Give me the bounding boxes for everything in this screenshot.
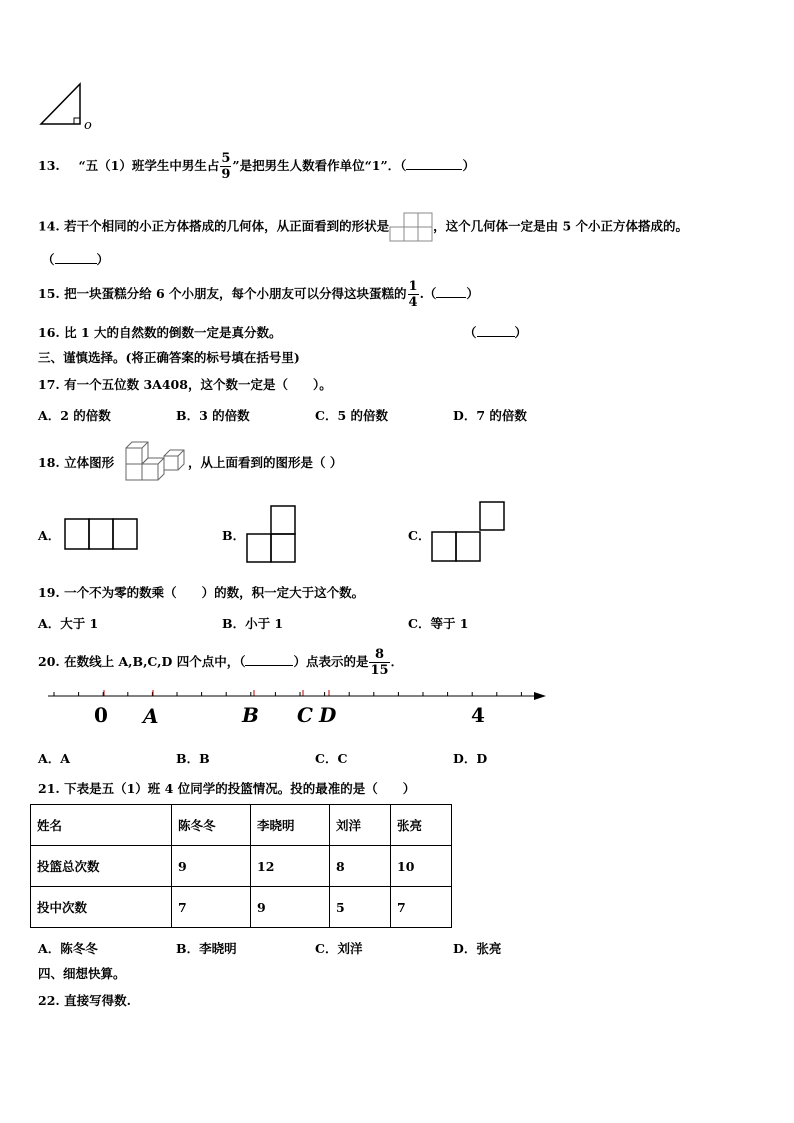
question-15: 15. 把一块蛋糕分给 6 个小朋友，每个小朋友可以分得这块蛋糕的 $\frac{1}{4}$ .（ ） bbox=[38, 279, 479, 310]
table-cell: 投中次数 bbox=[31, 887, 172, 928]
table-cell: 7 bbox=[391, 887, 452, 928]
table-cell: 投篮总次数 bbox=[31, 846, 172, 887]
answer-blank[interactable] bbox=[477, 326, 515, 337]
q20-option-d[interactable]: D．D bbox=[453, 751, 488, 766]
q21-option-a[interactable]: A．陈冬冬 bbox=[38, 941, 98, 956]
table-cell: 8 bbox=[330, 846, 391, 887]
answer-blank[interactable] bbox=[245, 655, 293, 666]
question-18-rest: ，从上面看到的图形是（ ） bbox=[188, 455, 343, 470]
q18-option-c-figure[interactable] bbox=[431, 501, 507, 563]
question-19: 19. 一个不为零的数乘（ ）的数，积一定大于这个数。 bbox=[38, 585, 365, 600]
question-20: 20. 在数线上 A,B,C,D 四个点中，（ ）点表示的是 $\frac{8}{15}$ ． bbox=[38, 647, 404, 678]
q18-option-b[interactable]: B． bbox=[222, 528, 246, 543]
q17-option-b[interactable]: B．3 的倍数 bbox=[176, 408, 250, 423]
answer-blank[interactable] bbox=[406, 159, 462, 170]
q21-option-b[interactable]: B．李晓明 bbox=[176, 941, 237, 956]
table-header: 姓名 bbox=[31, 805, 172, 846]
table-header-row bbox=[31, 805, 452, 846]
question-13: 13. “五（1）班学生中男生占 $\frac{5}{9}$ ”是把男生人数看作单位“1”．（ ） bbox=[38, 151, 475, 182]
number-line-point-d: D bbox=[319, 703, 337, 727]
q17-option-d[interactable]: D．7 的倍数 bbox=[453, 408, 527, 423]
question-17: 17. 有一个五位数 3A408，这个数一定是（ ）。 bbox=[38, 377, 332, 392]
table-cell: 7 bbox=[172, 887, 251, 928]
number-line-label-0: 0 bbox=[94, 703, 108, 727]
table-cell: 9 bbox=[172, 846, 251, 887]
solid-cubes-figure bbox=[124, 438, 188, 484]
answer-blank[interactable] bbox=[436, 287, 466, 298]
number-line bbox=[40, 684, 550, 734]
number-line-point-c: C bbox=[297, 703, 313, 727]
q17-option-c[interactable]: C．5 的倍数 bbox=[315, 408, 388, 423]
q21-option-c[interactable]: C．刘洋 bbox=[315, 941, 363, 956]
table-header: 刘洋 bbox=[330, 805, 391, 846]
fraction-5-9: $\frac{5}{9}$ bbox=[221, 151, 231, 182]
question-14-answer: （ ） bbox=[42, 252, 110, 267]
q19-option-a[interactable]: A．大于 1 bbox=[38, 616, 99, 631]
question-14: 14. 若干个相同的小正方体搭成的几何体，从正面看到的形状是 ，这个几何体一定是由 5 个小正方体搭成的。 bbox=[38, 212, 688, 242]
question-18-lead: 18. 立体图形 bbox=[38, 455, 115, 470]
q17-option-a[interactable]: A．2 的倍数 bbox=[38, 408, 111, 423]
shooting-table bbox=[30, 804, 452, 928]
front-view-figure bbox=[389, 212, 433, 242]
q19-option-c[interactable]: C．等于 1 bbox=[408, 616, 469, 631]
number-line-point-a: A bbox=[143, 704, 159, 728]
table-header: 陈冬冬 bbox=[172, 805, 251, 846]
table-cell: 10 bbox=[391, 846, 452, 887]
number-line-label-4: 4 bbox=[471, 703, 485, 727]
section-4-title: 四、细想快算。 bbox=[38, 966, 126, 981]
table-header: 张亮 bbox=[391, 805, 452, 846]
question-16: 16. 比 1 大的自然数的倒数一定是真分数。 bbox=[38, 325, 282, 340]
number-line-point-b: B bbox=[242, 703, 259, 727]
q18-option-a-figure[interactable] bbox=[64, 518, 140, 550]
answer-blank[interactable] bbox=[55, 253, 97, 264]
question-16-answer: （ ） bbox=[464, 325, 528, 340]
q20-option-c[interactable]: C．C bbox=[315, 751, 348, 766]
q18-option-b-figure[interactable] bbox=[246, 505, 298, 565]
table-cell: 5 bbox=[330, 887, 391, 928]
question-21: 21. 下表是五（1）班 4 位同学的投篮情况。投的最准的是（ ） bbox=[38, 781, 416, 796]
fraction-8-15: $\frac{8}{15}$ bbox=[370, 647, 389, 678]
table-cell: 9 bbox=[251, 887, 330, 928]
table-header: 李晓明 bbox=[251, 805, 330, 846]
q20-option-a[interactable]: A．A bbox=[38, 751, 70, 766]
q20-option-b[interactable]: B．B bbox=[176, 751, 210, 766]
q21-option-d[interactable]: D．张亮 bbox=[453, 941, 502, 956]
number-line-arrow bbox=[534, 692, 546, 700]
q19-option-b[interactable]: B．小于 1 bbox=[222, 616, 284, 631]
q18-option-a[interactable]: A． bbox=[38, 528, 61, 543]
table-row bbox=[31, 846, 452, 887]
vertex-label-o: o bbox=[84, 118, 92, 133]
fraction-1-4: $\frac{1}{4}$ bbox=[408, 279, 418, 310]
table-row bbox=[31, 887, 452, 928]
section-3-title: 三、谨慎选择。(将正确答案的标号填在括号里) bbox=[38, 350, 300, 365]
table-cell: 12 bbox=[251, 846, 330, 887]
question-22: 22. 直接写得数. bbox=[38, 993, 131, 1008]
q18-option-c[interactable]: C． bbox=[408, 528, 431, 543]
